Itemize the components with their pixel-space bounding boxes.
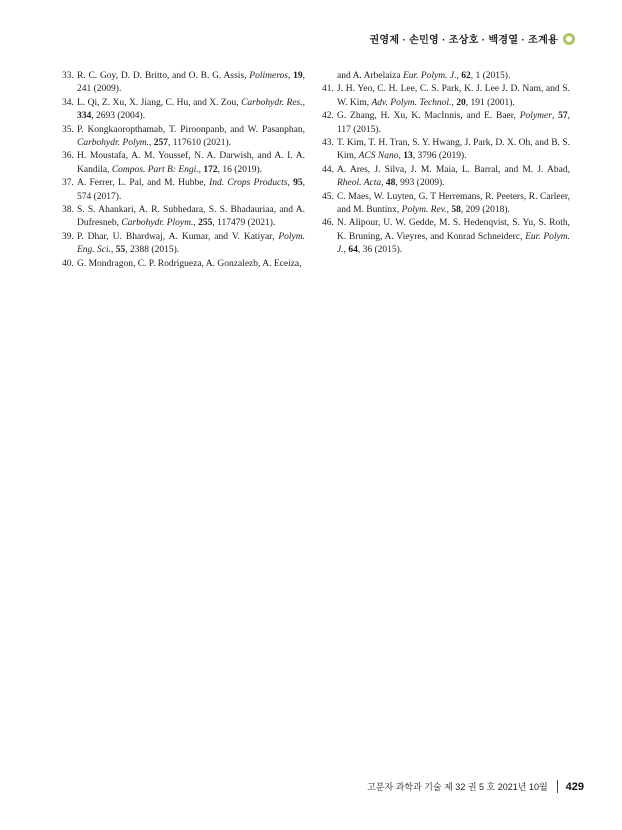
reference-item bbox=[62, 231, 305, 258]
page-number: 429 bbox=[565, 780, 584, 793]
reference-text-segment: Polym. Eng. Sci. bbox=[77, 231, 305, 256]
reference-text-segment: N. Alipour, U. W. Gedde, M. S. Hedenqvist, S. Yu, S. Roth, K. Bruning, A. Vieyres, and Konrad Schneiderc, bbox=[337, 218, 570, 242]
reference-text-segment: P. Dhar, U. Bhardwaj, A. Kumar, and V. Katiyar, bbox=[77, 231, 279, 242]
reference-text-segment: , 2388 (2015). bbox=[125, 245, 180, 256]
reference-text-segment: G. Zhang, H. Xu, K. MacInnis, and E. Baer, bbox=[337, 111, 520, 122]
reference-text-segment: ACS Nano bbox=[358, 151, 399, 162]
reference-text-segment: , bbox=[446, 205, 452, 216]
reference-text-segment: , 191 (2001). bbox=[465, 97, 515, 108]
reference-number: 42. bbox=[322, 111, 334, 122]
reference-text-segment: , 117610 (2021). bbox=[168, 138, 232, 149]
reference-item bbox=[62, 204, 305, 231]
reference-number: 35. bbox=[62, 124, 74, 135]
reference-number: 41. bbox=[322, 84, 334, 95]
reference-text-segment: 48 bbox=[385, 178, 396, 189]
reference-text-segment: , bbox=[111, 245, 116, 256]
reference-text-segment: 334 bbox=[77, 111, 92, 122]
reference-item bbox=[62, 70, 305, 97]
reference-number: 40. bbox=[62, 258, 74, 269]
reference-text-segment: , 3796 (2019). bbox=[412, 151, 467, 162]
reference-number: 45. bbox=[322, 191, 334, 202]
references-section bbox=[62, 70, 570, 271]
reference-item bbox=[62, 97, 305, 124]
reference-number: 38. bbox=[62, 205, 74, 216]
reference-text-segment: Adv. Polym. Technol. bbox=[371, 97, 452, 108]
reference-continuation bbox=[322, 70, 570, 83]
reference-text-segment: Carbohydr. Polym. bbox=[77, 138, 150, 149]
reference-text-segment: 255 bbox=[198, 218, 213, 229]
reference-text-segment: Compos. Part B: Engi. bbox=[111, 164, 199, 175]
reference-text-segment: , 993 (2009). bbox=[395, 178, 445, 189]
reference-text-segment: S. S. Ahankari, A. R. Subhedara, S. S. Bhadauriaa, and A. Dufresneb, bbox=[77, 205, 305, 229]
reference-text-segment: Polimeros bbox=[249, 71, 288, 81]
reference-text-segment: 13 bbox=[403, 151, 413, 162]
reference-text-segment: 62 bbox=[461, 71, 471, 81]
reference-text-segment: , bbox=[198, 164, 204, 175]
reference-text-segment: , 16 (2019). bbox=[217, 164, 262, 175]
references-column-right bbox=[322, 70, 570, 271]
reference-text-segment: , bbox=[451, 97, 457, 108]
reference-number: 44. bbox=[322, 164, 334, 175]
reference-number: 46. bbox=[322, 218, 334, 229]
reference-text-segment: , 2693 (2004). bbox=[91, 111, 146, 122]
references-column-left bbox=[62, 70, 305, 271]
reference-text-segment: Eur. Polym. J. bbox=[337, 231, 570, 256]
reference-number: 33. bbox=[62, 71, 74, 81]
reference-item bbox=[322, 164, 570, 191]
footer-divider bbox=[557, 780, 558, 793]
reference-text-segment: 57 bbox=[558, 111, 568, 122]
page-footer bbox=[367, 780, 584, 793]
reference-item bbox=[62, 124, 305, 151]
reference-number: 36. bbox=[62, 151, 74, 162]
reference-text-segment: and A. Arbelaiza bbox=[337, 71, 403, 81]
journal-info: 고분자 과학과 기술 제 32 권 5 호 2021년 10월 bbox=[367, 782, 548, 792]
reference-text-segment: , 209 (2018). bbox=[460, 205, 510, 216]
reference-text-segment: C. Maes, W. Luyten, G. T Herremans, R. Peeters, R. Carleer, and M. Buntinx, bbox=[337, 191, 570, 216]
reference-text-segment: , bbox=[287, 71, 294, 81]
reference-text-segment: Carbohydr. Ploym. bbox=[121, 218, 194, 229]
reference-text-segment: P. Kongkaoropthamab, T. Piroonpanb, and W. Pasanphan, bbox=[77, 124, 305, 135]
reference-text-segment: , bbox=[398, 151, 404, 162]
author-header bbox=[369, 31, 575, 46]
reference-text-segment: , 1 (2015). bbox=[470, 71, 511, 81]
reference-text-segment: T. Kim, T. H. Tran, S. Y. Hwang, J. Park, D. X. Oh, and B. S. Kim, bbox=[337, 138, 570, 162]
reference-text-segment: , bbox=[302, 97, 305, 108]
reference-text-segment: J. H. Yeo, C. H. Lee, C. S. Park, K. J. Lee J. D. Nam, and S. W. Kim, bbox=[337, 84, 570, 108]
reference-text-segment: A. Ferrer, L. Pal, and M. Hubbe, bbox=[77, 178, 210, 189]
reference-text-segment: 20 bbox=[456, 97, 466, 108]
author-names: 권영제 · 손민영 · 조상호 · 백경열 · 조계용 bbox=[369, 35, 558, 46]
reference-text-segment: Ind. Crops Products bbox=[209, 178, 288, 189]
reference-text-segment: 257 bbox=[153, 138, 169, 149]
reference-text-segment: , bbox=[381, 178, 386, 189]
reference-item bbox=[62, 258, 305, 271]
reference-text-segment: 58 bbox=[451, 205, 461, 216]
reference-text-segment: , bbox=[149, 138, 154, 149]
author-badge-icon bbox=[563, 33, 575, 45]
reference-item bbox=[322, 191, 570, 218]
reference-text-segment: , bbox=[193, 218, 199, 229]
reference-number: 37. bbox=[62, 178, 74, 189]
reference-text-segment: G. Mondragon, C. P. Rodrigueza, A. Gonzalezb, A. Eceiza, bbox=[77, 258, 302, 269]
reference-text-segment: Polymer bbox=[519, 111, 552, 122]
reference-text-segment: Eur. Polym. J. bbox=[402, 71, 457, 81]
reference-text-segment: , bbox=[287, 178, 294, 189]
reference-number: 43. bbox=[322, 138, 334, 149]
reference-text-segment: , 36 (2015). bbox=[357, 245, 403, 256]
reference-text-segment: L. Qi, Z. Xu, X. Jiang, C. Hu, and X. Zou, bbox=[77, 97, 242, 108]
reference-number: 34. bbox=[62, 97, 74, 108]
reference-text-segment: 172 bbox=[203, 164, 218, 175]
reference-text-segment: 19 bbox=[293, 71, 303, 81]
reference-item bbox=[62, 177, 305, 204]
reference-item bbox=[322, 83, 570, 110]
reference-item bbox=[322, 110, 570, 137]
reference-text-segment: , bbox=[551, 111, 559, 122]
reference-item bbox=[322, 137, 570, 164]
reference-item bbox=[322, 217, 570, 257]
reference-number: 39. bbox=[62, 231, 74, 242]
reference-item bbox=[62, 150, 305, 177]
reference-text-segment: , 117479 (2021). bbox=[212, 218, 276, 229]
reference-text-segment: Rheol. Acta bbox=[337, 178, 382, 189]
reference-text-segment: , bbox=[343, 245, 349, 256]
reference-text-segment: A. Ares, J. Silva, J. M. Maia, L. Barral, and M. J. Abad, bbox=[337, 164, 570, 175]
reference-text-segment: , 241 (2009). bbox=[77, 71, 305, 95]
reference-text-segment: Carbohydr. Res. bbox=[241, 97, 303, 108]
reference-text-segment: , 574 (2017). bbox=[77, 178, 305, 202]
reference-text-segment: 95 bbox=[293, 178, 303, 189]
reference-text-segment: , bbox=[456, 71, 462, 81]
reference-text-segment: , 117 (2015). bbox=[337, 111, 571, 135]
reference-text-segment: 64 bbox=[348, 245, 358, 256]
reference-text-segment: 55 bbox=[115, 245, 126, 256]
reference-text-segment: R. C. Goy, D. D. Britto, and O. B. G. Assis, bbox=[77, 71, 250, 81]
reference-text-segment: H. Moustafa, A. M. Youssef, N. A. Darwish, and A. I. A. Kandila, bbox=[77, 151, 305, 175]
reference-text-segment: Polym. Rev. bbox=[401, 205, 447, 216]
